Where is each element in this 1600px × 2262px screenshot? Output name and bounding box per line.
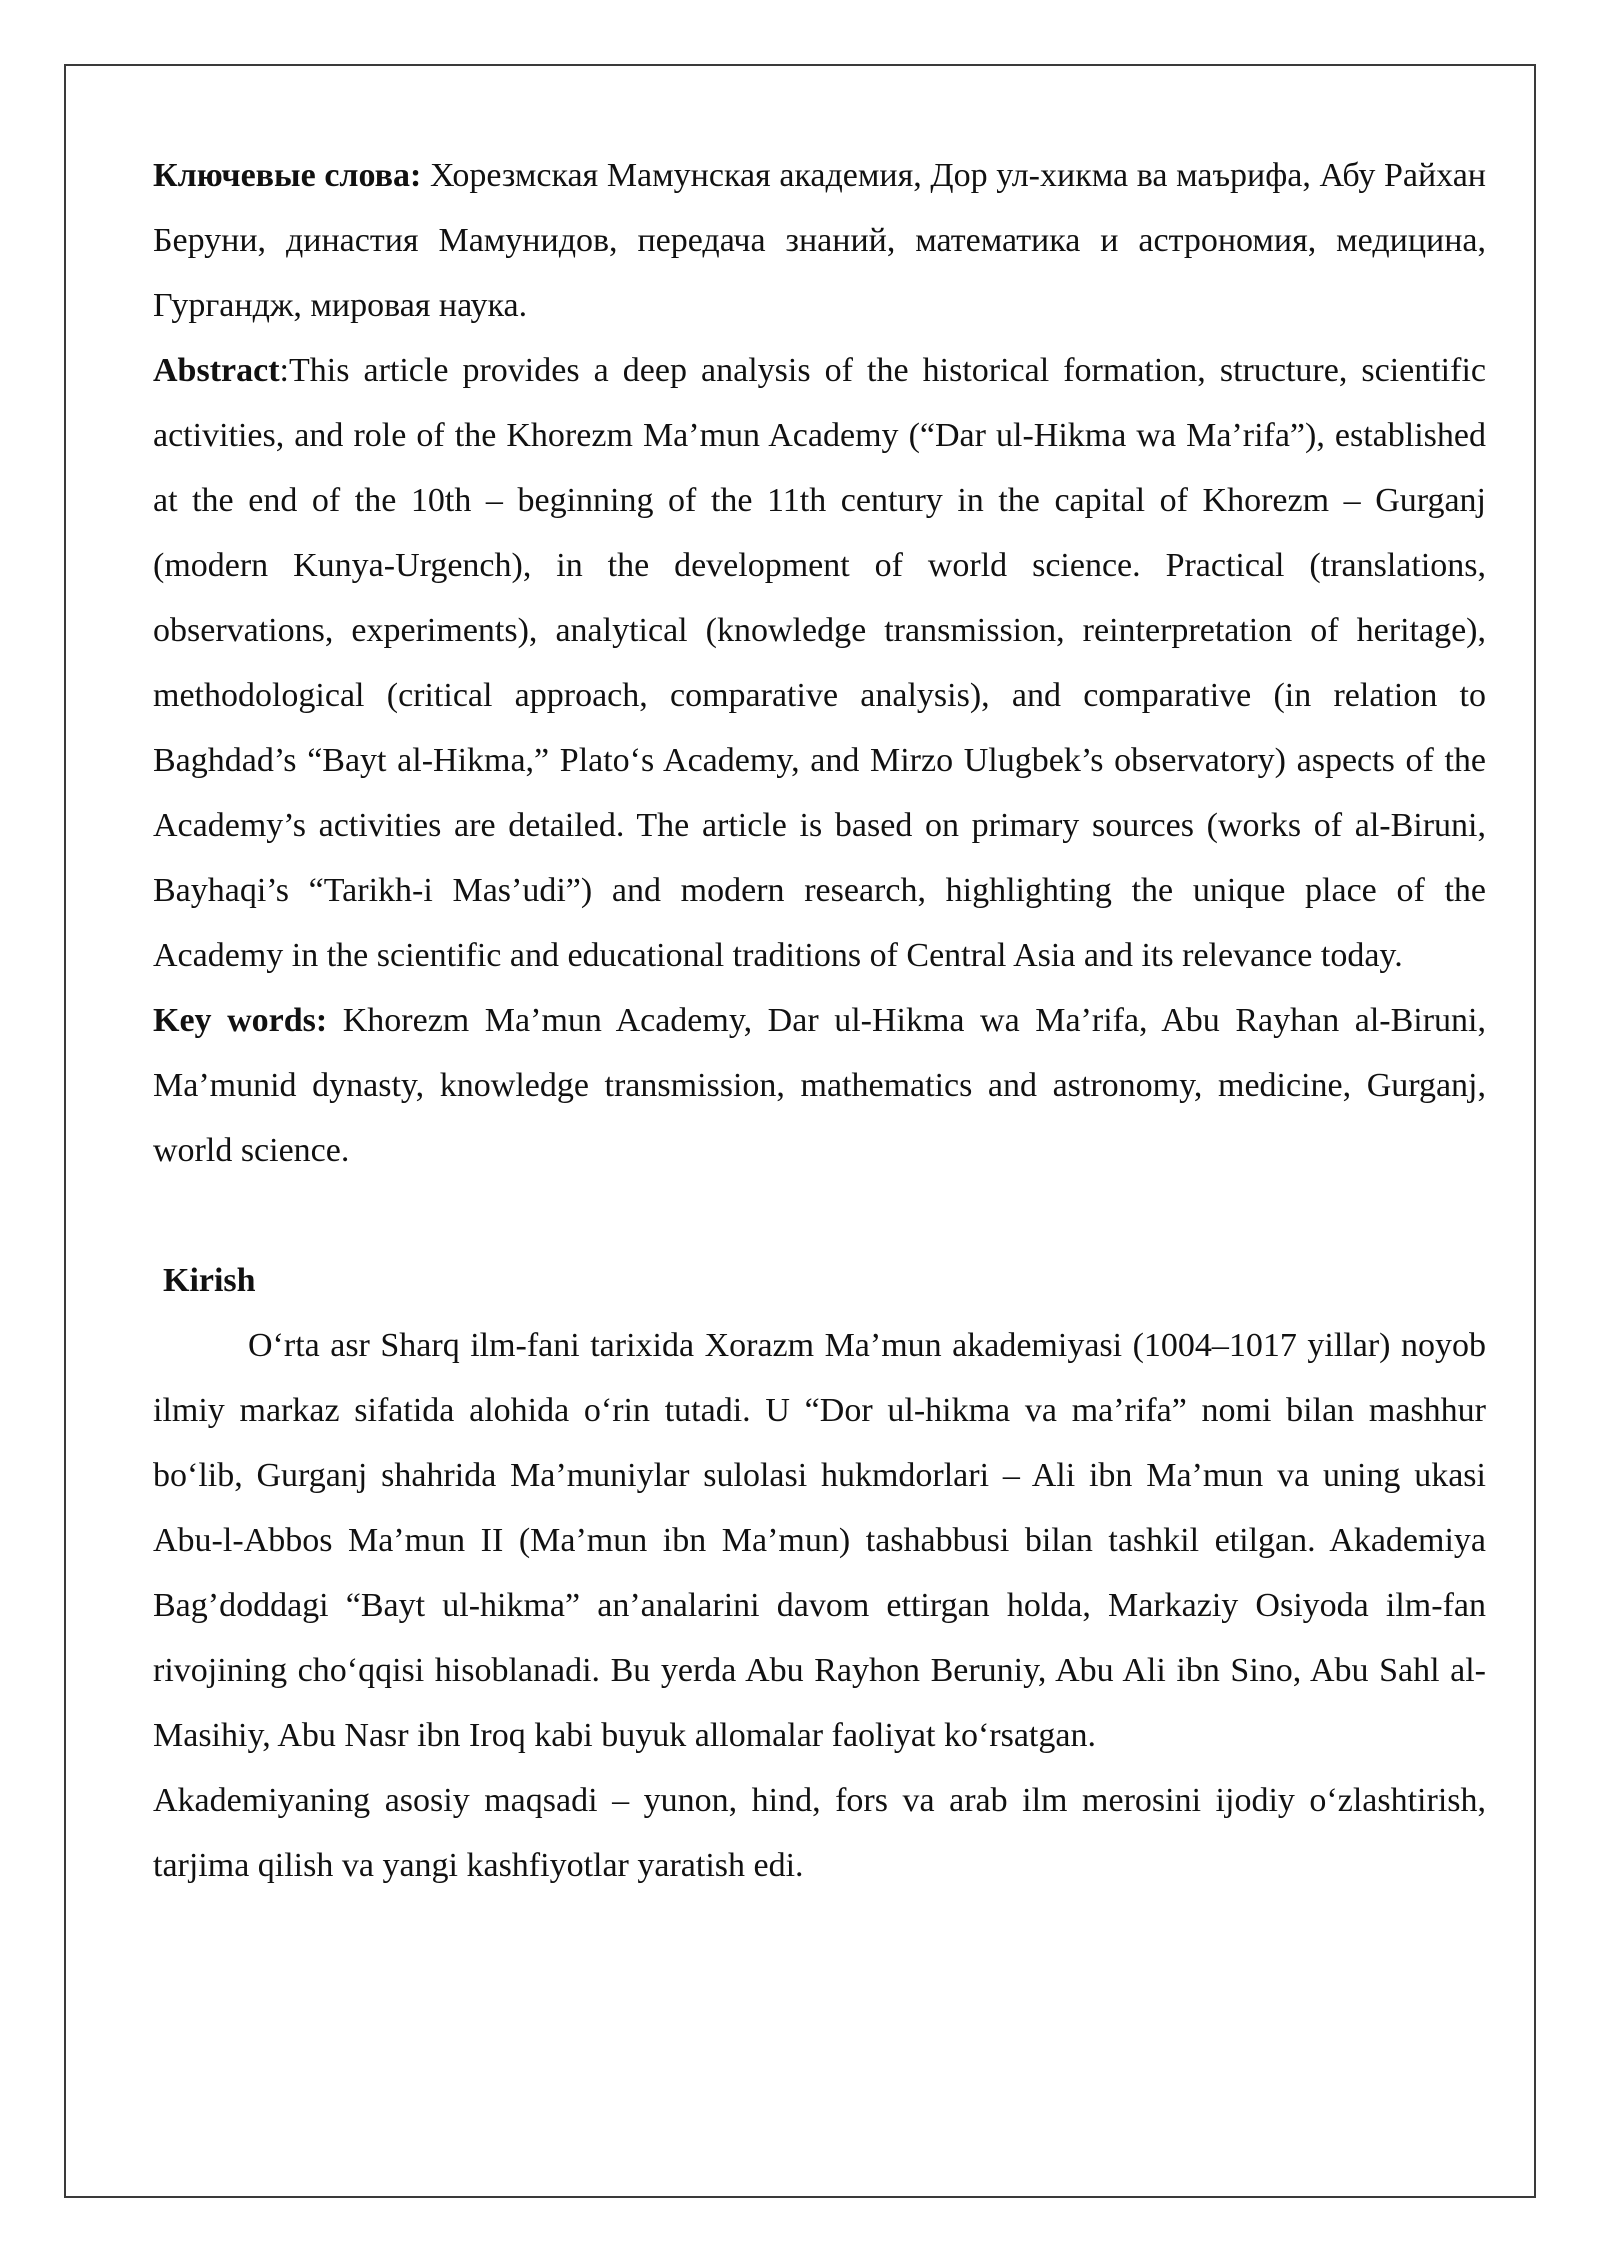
russian-keywords-text: Хорезмская Мамунская академия, Дор ул-хикма ва маърифа, Абу Райхан Беруни, династия Мамунидов, передача знаний, математика и астрономия, медицина, Гургандж, мировая наука. <box>153 157 1486 324</box>
english-keywords-paragraph <box>153 988 1486 1183</box>
english-keywords-label: Key words: <box>153 1002 328 1039</box>
abstract-label: Abstract <box>153 352 280 389</box>
russian-keywords-label: Ключевые слова: <box>153 157 422 194</box>
document-body <box>153 143 1486 1898</box>
russian-keywords-paragraph <box>153 143 1486 338</box>
abstract-paragraph <box>153 338 1486 988</box>
intro-paragraph: O‘rta asr Sharq ilm-fani tarixida Xorazm Ma’mun akademiyasi (1004–1017 yillar) noyob ilmiy markaz sifatida alohida o‘rin tutadi. U “Dor ul-hikma va ma’rifa” nomi bilan mashhur bo‘lib, Gurganj shahrida Ma’muniylar sulolasi hukmdorlari – Ali ibn Ma’mun va uning ukasi Abu-l-Abbos Ma’mun II (Ma’mun ibn Ma’mun) tashabbusi bilan tashkil etilgan. Akademiya Bag’doddagi “Bayt ul-hikma” an’analarini davom ettirgan holda, Markaziy Osiyoda ilm-fan rivojining cho‘qqisi hisoblanadi. Bu yerda Abu Rayhon Beruniy, Abu Ali ibn Sino, Abu Sahl al-Masihiy, Abu Nasr ibn Iroq kabi buyuk allomalar faoliyat ko‘rsatgan. <box>153 1327 1486 1754</box>
section-heading: Kirish <box>163 1262 256 1299</box>
section-spacer <box>153 1183 1486 1248</box>
abstract-text: :This article provides a deep analysis of the historical formation, structure, scientific activities, and role of the Khorezm Ma’mun Academy (“Dar ul-Hikma wa Ma’rifa”), established at the end of the 10th – beginning of the 11th century in the capital of Khorezm – Gurganj (modern Kunya-Urgench), in the development of world science. Practical (translations, observations, experiments), analytical (knowledge transmission, reinterpretation of heritage), methodological (critical approach, comparative analysis), and comparative (in relation to Baghdad’s “Bayt al-Hikma,” Plato‘s Academy, and Mirzo Ulugbek’s observatory) aspects of the Academy’s activities are detailed. The article is based on primary sources (works of al-Biruni, Bayhaqi’s “Tarikh-i Mas’udi”) and modern research, highlighting the unique place of the Academy in the scientific and educational traditions of Central Asia and its relevance today. <box>153 352 1486 974</box>
intro-paragraph-2: Akademiyaning asosiy maqsadi – yunon, hind, fors va arab ilm merosini ijodiy o‘zlashtirish, tarjima qilish va yangi kashfiyotlar yaratish edi. <box>153 1782 1486 1884</box>
english-keywords-text: Khorezm Ma’mun Academy, Dar ul-Hikma wa Ma’rifa, Abu Rayhan al-Biruni, Ma’munid dynasty, knowledge transmission, mathematics and astronomy, medicine, Gurganj, world science. <box>153 1002 1486 1169</box>
